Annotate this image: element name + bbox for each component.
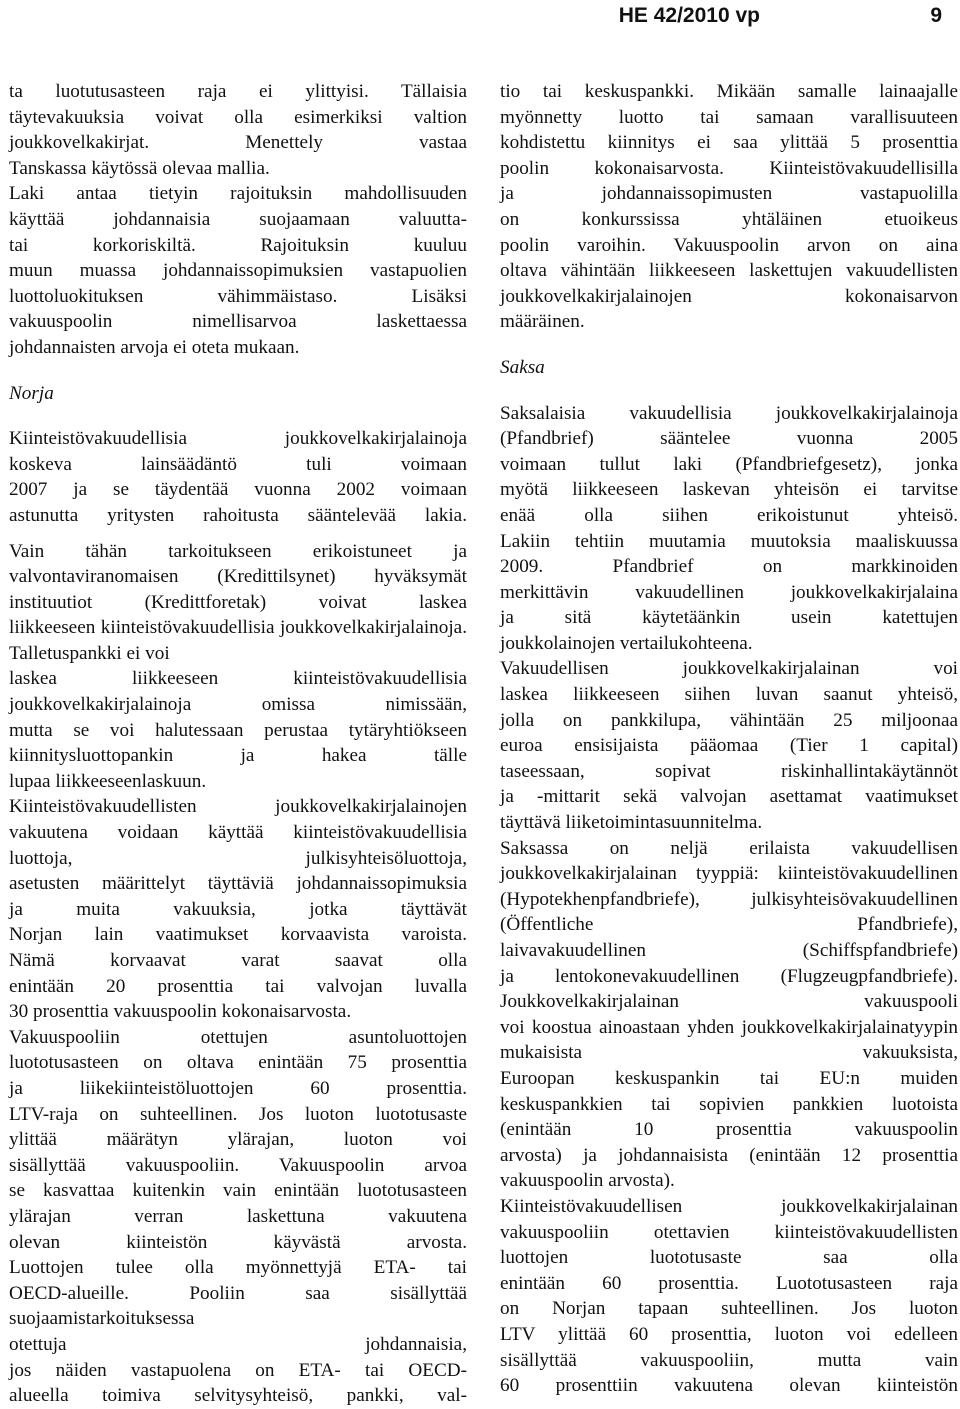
text-line: Euroopan keskuspankin tai EU:n muiden — [500, 1067, 958, 1089]
text-line: ja lentokonevakuudellinen (Flugzeugpfandbriefe). — [500, 965, 958, 987]
text-line: euroa ensisijaista pääomaa (Tier 1 capital) — [500, 735, 958, 757]
text-line: Nämä korvaavat varat saavat olla — [9, 950, 467, 971]
right-column — [500, 79, 958, 1399]
text-line: ja muita vakuuksia, jotka täyttävät — [9, 898, 467, 920]
text-line: Kiinteistövakuudellisten joukkovelkakirjalainojen — [9, 796, 467, 818]
text-line: jos näiden vastapuolena on ETA- tai OECD- — [9, 1359, 467, 1381]
left-column — [9, 79, 467, 1409]
text-line: oltava vähintään liikkeeseen laskettujen vakuudellisten — [500, 260, 958, 282]
text-line: poolin kokonaisarvosta. Kiinteistövakuudellisilla — [500, 157, 958, 179]
section-heading-norja: Norja — [9, 382, 54, 404]
text-line: luototusasteen on oltava enintään 75 prosenttia — [9, 1052, 467, 1074]
page-header — [0, 0, 960, 40]
text-line: Vakuuspooliin otettujen asuntoluottojen — [9, 1026, 467, 1048]
text-line: ylittää määrätyn ylärajan, luoton voi — [9, 1129, 467, 1151]
text-line: voi koostua ainoastaan yhden joukkovelkakirjalainatyypin — [500, 1016, 958, 1038]
paragraph — [500, 836, 958, 1194]
text-line: vakuuspoolin arvosta). — [500, 1170, 675, 1192]
text-line: ja johdannaissopimusten vastapuolilla — [500, 183, 958, 205]
text-line: OECD-alueille. Pooliin saa sisällyttää suojaamistarkoituksessa — [9, 1282, 467, 1330]
text-line: Joukkovelkakirjalainan vakuuspooli — [500, 991, 958, 1013]
text-line: muun muassa johdannaissopimuksien vastapuolien — [9, 260, 467, 282]
text-line: luottoluokituksen vähimmäistaso. Lisäksi — [9, 285, 467, 307]
text-line: joukkovelkakirjalainan tyyppiä: kiinteistövakuudellinen — [500, 863, 958, 885]
text-line: kohdistettu kiinnitys ei saa ylittää 5 prosenttia — [500, 132, 958, 154]
text-line: sisällyttää vakuuspooliin. Vakuuspoolin arvoa — [9, 1154, 467, 1176]
paragraph — [9, 426, 467, 528]
text-line: enintään 20 prosenttia tai valvojan luvalla — [9, 975, 467, 997]
text-line: lupaa liikkeeseenlaskuun. — [9, 770, 207, 792]
text-line: poolin varoihin. Vakuuspoolin arvon on aina — [500, 234, 958, 256]
text-line: myönnetty luotto tai samaan varallisuuteen — [500, 106, 958, 128]
text-line: 2007 ja se täydentää vuonna 2002 voimaan — [9, 479, 467, 501]
text-line: käyttää johdannaisia suojaamaan valuutta- — [9, 208, 467, 230]
text-line: LTV ylittää 60 prosenttia, luoton voi edelleen — [500, 1323, 958, 1345]
text-line: liikkeeseen kiinteistövakuudellisia joukkovelkakirjalainoja. — [9, 617, 467, 639]
text-line: (Pfandbrief) sääntelee vuonna 2005 — [500, 428, 958, 450]
paragraph — [500, 79, 958, 335]
paragraph — [9, 794, 467, 1024]
text-line: merkittävin vakuudellinen joukkovelkakirjalaina — [500, 581, 958, 603]
text-line: joukkovelkakirjalainojen kokonaisarvon — [500, 285, 958, 307]
text-line: luottojen luototusaste saa olla — [500, 1247, 958, 1269]
paragraph — [9, 1025, 467, 1409]
text-line: Laki antaa tietyin rajoituksin mahdollisuuden — [9, 183, 467, 205]
text-line: joukkolainojen vertailukohteena. — [500, 632, 753, 654]
text-line: (Öffentliche Pfandbriefe), — [500, 914, 958, 936]
text-line: vakuuspoolin nimellisarvoa laskettaessa — [9, 311, 467, 333]
text-line: Saksassa on neljä erilaista vakuudellisen — [500, 837, 958, 859]
text-line: ylärajan verran laskettuna vakuutena — [9, 1205, 467, 1227]
text-line: tio tai keskuspankki. Mikään samalle lainaajalle — [500, 81, 958, 102]
text-line: LTV-raja on suhteellinen. Jos luoton luototusaste — [9, 1103, 467, 1125]
text-line: enintään 60 prosenttia. Luototusasteen raja — [500, 1272, 958, 1294]
section-heading-saksa: Saksa — [500, 356, 545, 378]
text-line: voimaan tullut laki (Pfandbriefgesetz), jonka — [500, 453, 958, 475]
text-line: astunutta yritysten rahoitusta sääntelevää lakia. — [9, 504, 467, 526]
text-line: joukkovelkakirjat. Menettely vastaa — [9, 132, 467, 154]
page-number: 9 — [930, 4, 942, 27]
text-line: laskea liikkeeseen kiinteistövakuudellisia — [9, 668, 467, 690]
text-line: täytevakuuksia voivat olla esimerkiksi valtion — [9, 106, 467, 128]
text-line: enää olla siihen erikoistunut yhteisö. — [500, 504, 958, 526]
paragraph — [9, 79, 467, 361]
text-line: mukaisista vakuuksista, — [500, 1042, 958, 1064]
text-line: valvontaviranomaisen (Kredittilsynet) hyväksymät — [9, 566, 467, 588]
text-line: johdannaisten arvoja ei oteta mukaan. — [9, 336, 300, 358]
text-line: laskea liikkeeseen siihen luvan saanut yhteisö, — [500, 684, 958, 706]
paragraph — [9, 539, 467, 795]
text-line: Vain tähän tarkoitukseen erikoistuneet ja — [9, 540, 467, 562]
text-line: Talletuspankki ei voi — [9, 642, 170, 664]
text-line: Kiinteistövakuudellisia joukkovelkakirjalainoja — [9, 428, 467, 450]
text-line: tai korkoriskiltä. Rajoituksin kuuluu — [9, 234, 467, 256]
text-line: ja -mittarit sekä valvojan asettamat vaatimukset — [500, 786, 958, 808]
text-line: määräinen. — [500, 311, 585, 333]
paragraph — [500, 1194, 958, 1399]
text-line: koskeva lainsäädäntö tuli voimaan — [9, 453, 467, 475]
text-line: Luottojen tulee olla myönnettyjä ETA- tai — [9, 1257, 467, 1279]
text-line: on konkurssissa yhtäläinen etuoikeus — [500, 208, 958, 230]
text-line: arvosta) ja johdannaisista (enintään 12 prosenttia — [500, 1144, 958, 1166]
text-line: vakuuspooliin otettavien kiinteistövakuudellisten — [500, 1221, 958, 1243]
text-line: kiinnitysluottopankin ja hakea tälle — [9, 745, 467, 767]
text-line: taseessaan, sopivat riskinhallintakäytännöt — [500, 760, 958, 782]
text-line: jolla on pankkilupa, vähintään 25 miljoonaa — [500, 709, 958, 731]
text-line: (enintään 10 prosenttia vakuuspoolin — [500, 1119, 958, 1141]
text-line: 30 prosenttia vakuuspoolin kokonaisarvosta. — [9, 1001, 352, 1023]
text-line: se kasvattaa kuitenkin vain enintään luototusasteen — [9, 1180, 467, 1202]
text-line: täyttävä liiketoimintasuunnitelma. — [500, 812, 763, 834]
text-line: instituutiot (Kredittforetak) voivat laskea — [9, 591, 467, 613]
text-line: sisällyttää vakuuspooliin, mutta vain — [500, 1349, 958, 1371]
text-line: laivavakuudellinen (Schiffspfandbriefe) — [500, 940, 958, 961]
text-line: vakuutena voidaan käyttää kiinteistövakuudellisia — [9, 822, 467, 844]
text-line: on Norjan tapaan suhteellinen. Jos luoton — [500, 1298, 958, 1320]
text-line: keskuspankkien tai sopivien pankkien luotoista — [500, 1093, 958, 1115]
text-line: 60 prosenttiin vakuutena olevan kiinteistön — [500, 1375, 958, 1397]
text-line: Saksalaisia vakuudellisia joukkovelkakirjalainoja — [500, 402, 958, 424]
paragraph — [500, 401, 958, 657]
text-line: Norjan lain vaatimukset korvaavista varoista. — [9, 924, 467, 946]
text-line: mutta se voi halutessaan perustaa tytäryhtiökseen — [9, 719, 467, 741]
text-line: asetusten määrittelyt täyttäviä johdannaissopimuksia — [9, 873, 467, 895]
text-line: Kiinteistövakuudellisen joukkovelkakirjalainan — [500, 1195, 958, 1217]
text-line: ja sitä käytetäänkin usein katettujen — [500, 607, 958, 629]
document-reference: HE 42/2010 vp — [618, 4, 760, 27]
text-line: 2009. Pfandbrief on markkinoiden — [500, 556, 958, 578]
text-line: ja liikekiinteistöluottojen 60 prosenttia. — [9, 1077, 467, 1099]
text-line: (Hypotekhenpfandbriefe), julkisyhteisövakuudellinen — [500, 888, 958, 910]
text-line: Vakuudellisen joukkovelkakirjalainan voi — [500, 658, 958, 680]
text-line: joukkovelkakirjalainoja omissa nimissään, — [9, 694, 467, 716]
text-line: ta luotutusasteen raja ei ylittyisi. Tällaisia — [9, 81, 467, 102]
text-line: olevan kiinteistön käyvästä arvosta. — [9, 1231, 467, 1253]
text-line: Tanskassa käytössä olevaa mallia. — [9, 157, 270, 179]
text-line: Lakiin tehtiin muutamia muutoksia maaliskuussa — [500, 530, 958, 552]
text-line: otettuja johdannaisia, — [9, 1333, 467, 1355]
paragraph — [500, 656, 958, 835]
text-line: luottoja, julkisyhteisöluottoja, — [9, 847, 467, 869]
text-line: myötä liikkeeseen laskevan yhteisön ei tarvitse — [500, 479, 958, 501]
text-line: alueella toimiva selvitysyhteisö, pankki, val- — [9, 1385, 467, 1407]
